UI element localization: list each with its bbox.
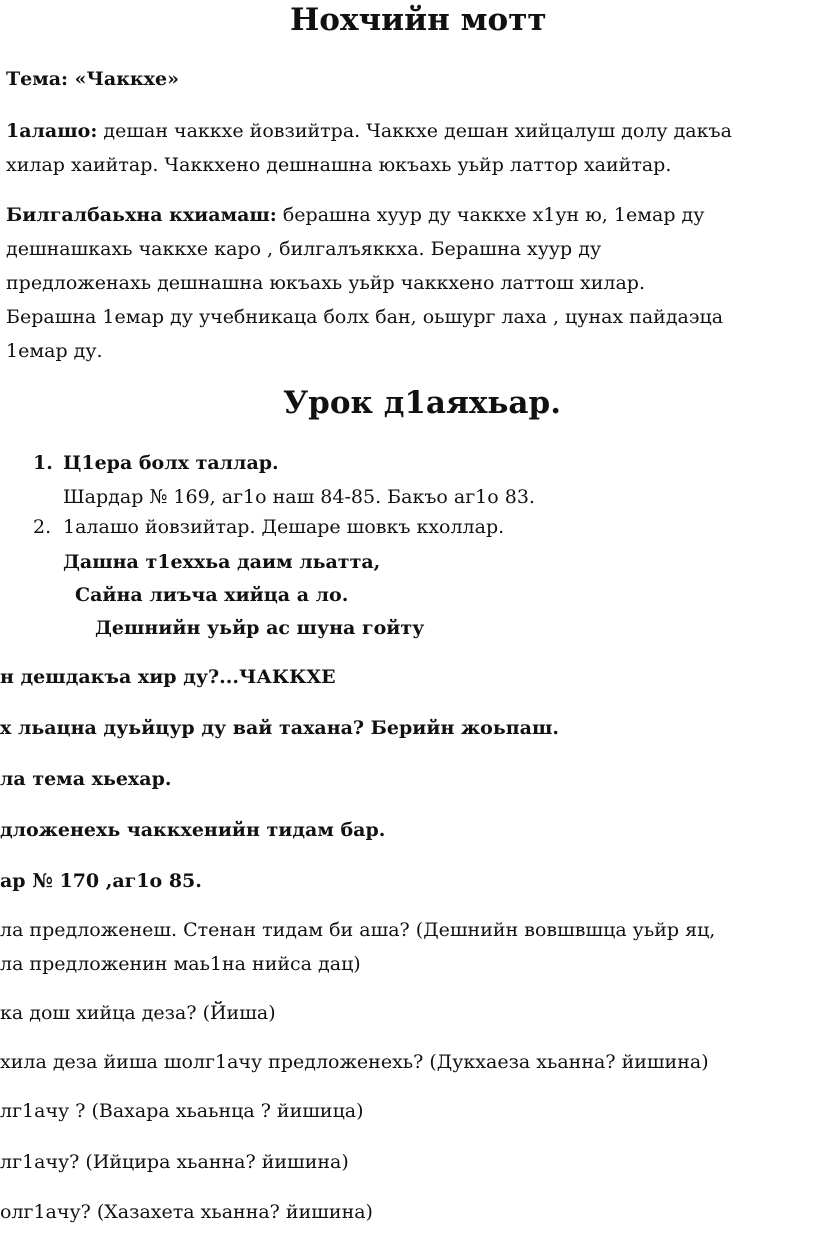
list-number: 1.: [33, 452, 53, 474]
question-line: ар № 170 ,аг1о 85.: [0, 870, 202, 892]
topic-heading: Тема: «Чаккхе»: [6, 68, 179, 90]
aim-text-line: дешан чаккхе йовзийтра. Чаккхе дешан хийцалуш долу дакъа: [97, 120, 732, 142]
aim-paragraph: [6, 114, 732, 182]
lesson-heading: Урок д1аяхьар.: [283, 385, 561, 421]
question-line: хила деза йиша шолг1ачу предложенехь? (Дукхаеза хьанна? йишина): [0, 1051, 709, 1073]
poem-line: Сайна лиъча хийца а ло.: [75, 584, 349, 606]
question-line: [0, 913, 715, 981]
list-number: 2.: [33, 516, 52, 538]
question-line: дложенехь чаккхенийн тидам бар.: [0, 819, 386, 841]
question-line: олг1ачу? (Хазахета хьанна? йишина): [0, 1201, 373, 1223]
question-text: ла предложенеш. Стенан тидам би аша? (Дешнийн вовшвшца уьйр яц,: [0, 919, 716, 941]
aim-label: 1алашо:: [6, 120, 98, 142]
list-item: [33, 510, 504, 544]
page-title: Нохчийн мотт: [290, 2, 547, 38]
outcomes-text-line: дешнашкахь чаккхе каро , билгалъяккха. Берашна хуур ду: [6, 238, 602, 260]
question-line: ла тема хьехар.: [0, 768, 172, 790]
question-text: ла предложенин маь1на нийса дац): [0, 953, 361, 975]
question-line: х льацна дуьйцур ду вай тахана? Берийн жоьпаш.: [0, 717, 559, 739]
outcomes-paragraph: [6, 198, 723, 368]
aim-text-line: хилар хаийтар. Чаккхено дешнашна юкъахь уьйр латтор хаийтар.: [6, 154, 672, 176]
question-line: ка дош хийца деза? (Йиша): [0, 1002, 276, 1024]
outcomes-text-line: Берашна 1емар ду учебникаца болх бан, оьшург лаха , цунах пайдаэца: [6, 306, 724, 328]
poem-line: Дашна т1еххьа даим льатта,: [63, 551, 381, 573]
outcomes-text-line: 1емар ду.: [6, 340, 103, 362]
question-line: н дешдакъа хир ду?...ЧАККХЕ: [0, 666, 336, 688]
question-line: лг1ачу ? (Вахара хьаьнца ? йишица): [0, 1100, 364, 1122]
list-item-title: Ц1ера болх таллар.: [63, 452, 279, 474]
list-item-text: Шардар № 169, аг1о наш 84-85. Бакъо аг1о 83.: [63, 486, 535, 508]
outcomes-text-line: предложенахь дешнашна юкъахь уьйр чаккхено латтош хилар.: [6, 272, 645, 294]
question-line: лг1ачу? (Ийцира хьанна? йишина): [0, 1151, 349, 1173]
list-item: [33, 446, 535, 514]
outcomes-label: Билгалбаьхна кхиамаш:: [6, 204, 277, 226]
list-item-text: 1алашо йовзийтар. Дешаре шовкъ кхоллар.: [63, 516, 505, 538]
outcomes-text-line: берашна хуур ду чаккхе х1ун ю, 1емар ду: [276, 204, 705, 226]
poem-line: Дешнийн уьйр ас шуна гойту: [95, 617, 425, 639]
